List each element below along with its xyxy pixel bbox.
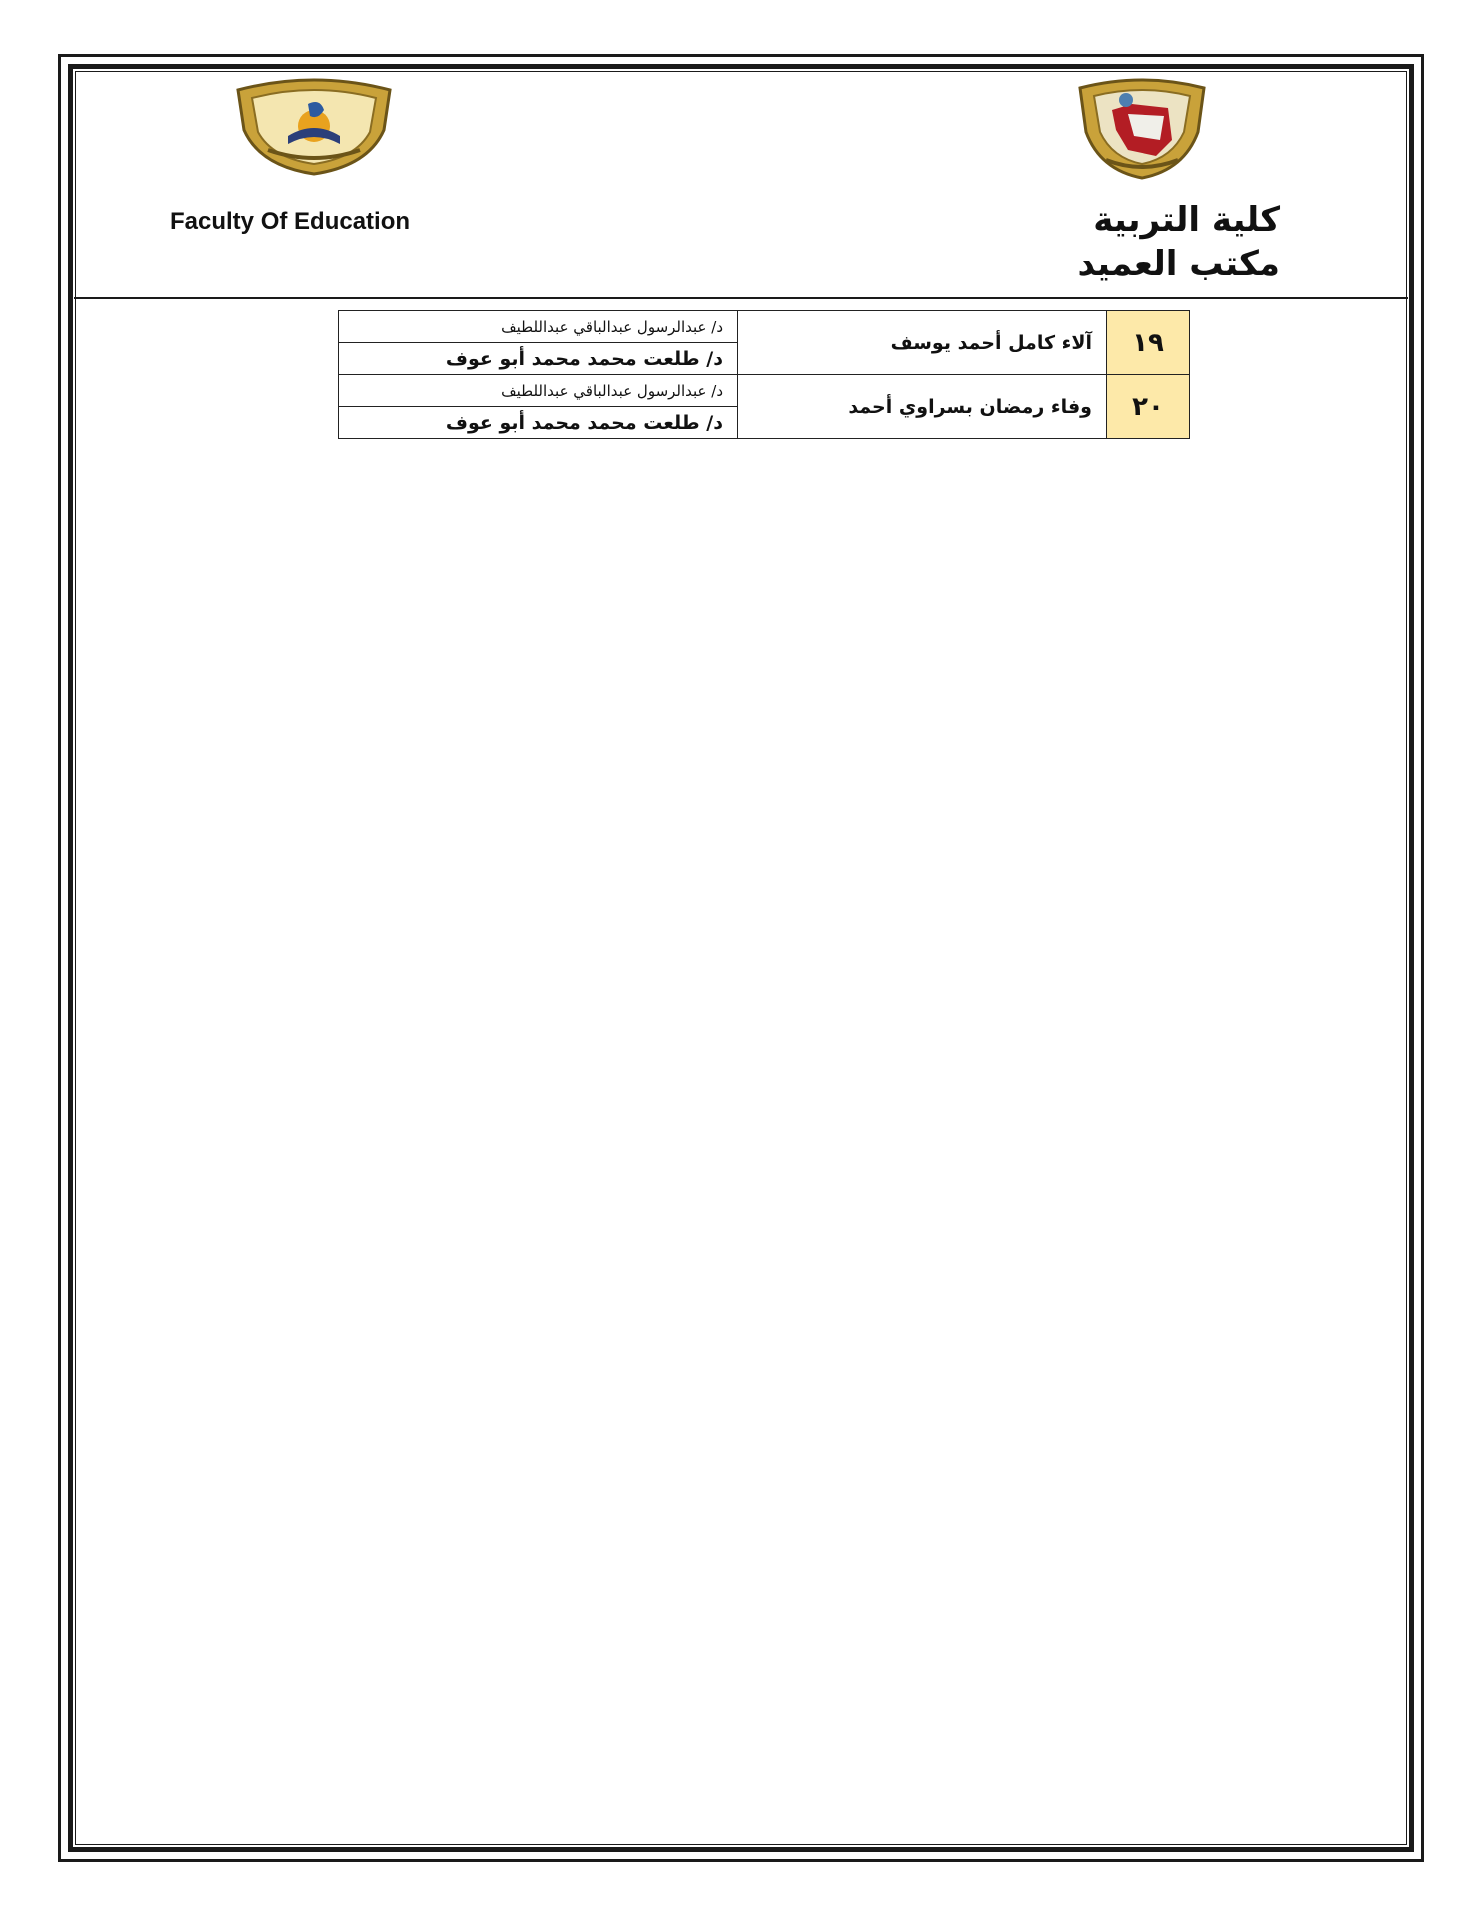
table-row: [339, 311, 1190, 343]
table-row: [339, 375, 1190, 407]
row-number: ٢٠: [1107, 375, 1190, 439]
faculty-name-arabic: [1050, 198, 1280, 286]
faculty-emblem-icon: [228, 70, 400, 176]
student-name: آلاء كامل أحمد يوسف: [738, 311, 1107, 375]
supervisor-name: د/ عبدالرسول عبدالباقي عبداللطيف: [339, 311, 738, 343]
supervisor-name: د/ طلعت محمد محمد أبو عوف: [339, 407, 738, 439]
supervisor-name: د/ طلعت محمد محمد أبو عوف: [339, 343, 738, 375]
row-number: ١٩: [1107, 311, 1190, 375]
supervisor-name: د/ عبدالرسول عبدالباقي عبداللطيف: [339, 375, 738, 407]
dean-office-arabic: مكتب العميد: [1077, 244, 1280, 284]
university-emblem-icon: [1072, 70, 1212, 180]
faculty-name-english: Faculty Of Education: [170, 208, 411, 235]
student-name: وفاء رمضان بسراوي أحمد: [738, 375, 1107, 439]
students-supervisors-table: [338, 310, 1190, 439]
header-divider: [74, 297, 1408, 299]
faculty-title-arabic: كلية التربية: [1093, 200, 1280, 240]
